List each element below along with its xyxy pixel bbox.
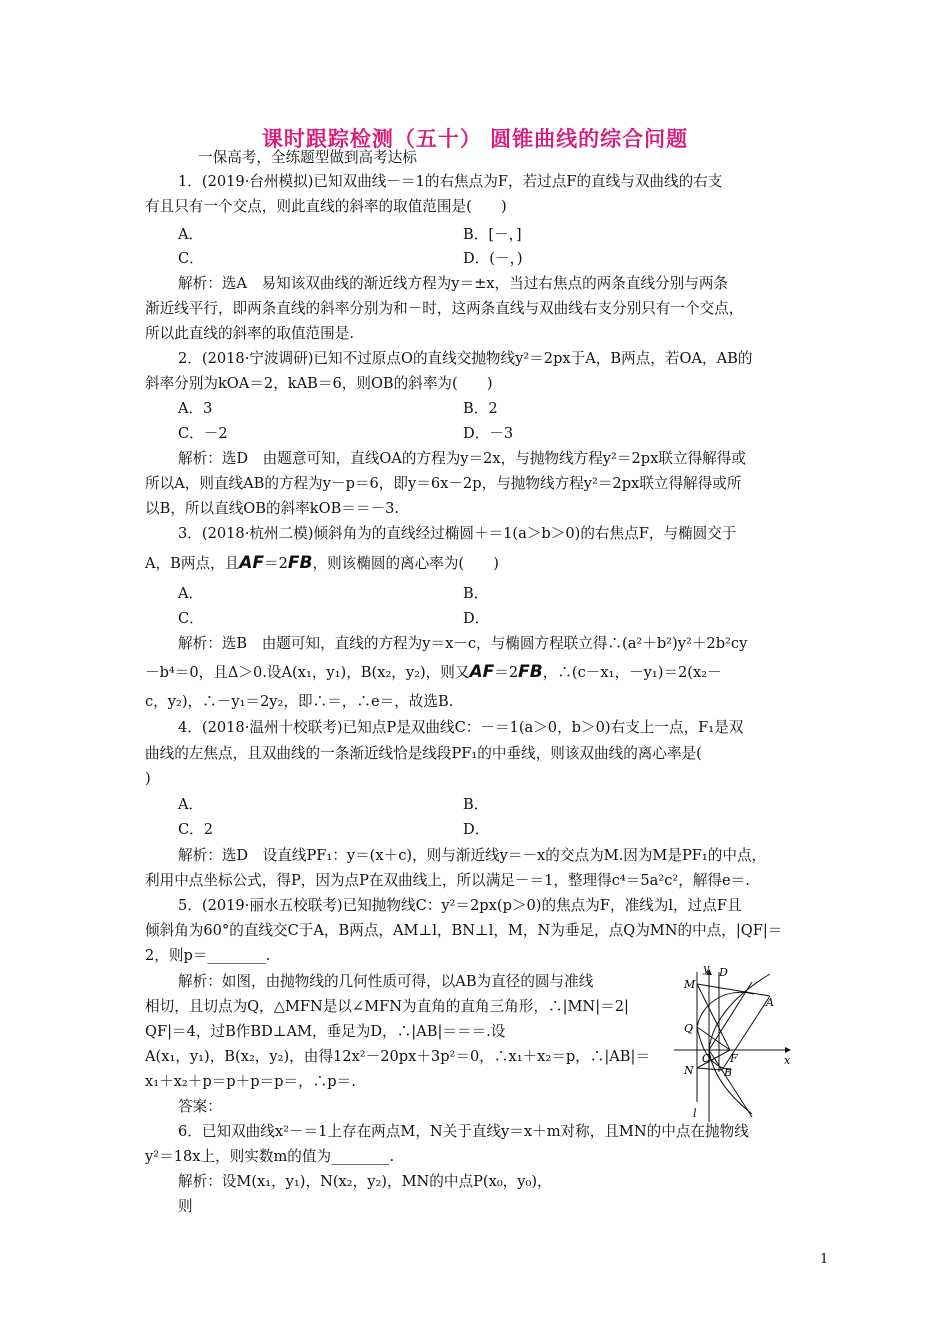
q3-line2-text-mid: ＝2 [264,555,288,572]
q3-option-c: C． [178,610,204,627]
q5-solution-line2: 相切，且切点为Q，△MFN是以∠MFN为直角的直角三角形，∴|MN|＝2| [145,998,629,1015]
q5-solution-line1: 解析：如图，由抛物线的几何性质可得，以AB为直径的圆与准线 [178,973,594,990]
q6-line1: 6．已知双曲线x²－＝1上存在两点M，N关于直线y＝x＋m对称，且MN的中点在抛物线 [178,1123,749,1140]
q3-solution-text-mid: ＝2 [494,664,519,681]
q1-solution-line1: 解析：选A 易知该双曲线的渐近线方程为y＝±x，当过右焦点的两条直线分别与两条 [178,275,729,292]
q4-solution-line2: 利用中点坐标公式，得P，因为点P在双曲线上，所以满足－＝1，整理得c⁴＝5a²c²，解得e＝. [145,872,750,889]
q4-solution-line1: 解析：选D 设直线PF₁：y＝(x＋c)，则与渐近线y＝－x的交点为M.因为M是PF₁的中点， [178,847,767,864]
q5-solution-line3: QF|＝4，过B作BD⊥AM，垂足为D，∴|AB|＝＝＝.设 [145,1023,506,1040]
q3-solution-line2 [145,662,722,683]
q6-solution-line2: 则 [178,1198,193,1215]
vector-af: AF [239,553,265,573]
q2-line1: 2．(2018·宁波调研)已知不过原点O的直线交抛物线y²＝2px于A，B两点，若OA，AB的 [178,350,753,367]
label-o: O [702,1052,712,1065]
q3-line1: 3．(2018·杭州二模)倾斜角为的直线经过椭圆＋＝1(a＞b＞0)的右焦点F，与椭圆交于 [178,525,737,542]
q1-option-d: D．(－，) [463,250,523,267]
q1-option-b: B．[－，] [463,226,522,243]
label-m: M [684,978,696,991]
q4-line1: 4．(2018·温州十校联考)已知点P是双曲线C：－＝1(a＞0，b＞0)右支上一点，F₁是双 [178,719,744,736]
segment-am [697,984,770,996]
q4-line2: 曲线的左焦点，且双曲线的一条渐近线恰是线段PF₁的中垂线，则该双曲线的离心率是( [145,745,702,762]
parabola-figure [672,962,794,1124]
label-a: A [766,996,774,1009]
q3-solution-line1: 解析：选B 由题可知，直线的方程为y＝x－c，与椭圆方程联立得∴(a²＋b²)y²＋2b²cy [178,635,748,652]
q4-option-c: C．2 [178,821,214,838]
q3-option-d: D． [463,610,490,627]
q2-option-b: B．2 [463,400,498,417]
segment-qf [697,1027,730,1050]
q3-line2-text-after: ，则该椭圆的离心率为( ) [312,555,499,572]
q1-option-a: A． [178,226,204,243]
q2-solution-line2: 所以A，则直线AB的方程为y－p＝6，即y＝6x－2p，与抛物线方程y²＝2px联立得解得或所 [145,475,742,492]
q2-option-d: D．－3 [463,425,514,442]
q2-option-a: A．3 [178,400,213,417]
q5-line1: 5．(2019·丽水五校联考)已知抛物线C：y²＝2px(p＞0)的焦点为F，准线为l，过点F且 [178,897,742,914]
parabola-upper [709,974,770,1050]
label-b: B [724,1066,733,1079]
circle-arc [697,992,754,1027]
q3-option-b: B． [463,585,489,602]
page-number: 1 [820,1252,829,1267]
q1-line1: 1．(2019·台州模拟)已知双曲线－＝1的右焦点为F，若过点F的直线与双曲线的右支 [178,173,723,190]
q3-solution-text-after: ，∴(c－x₁，－y₁)＝2(x₂－ [542,664,722,681]
q5-solution-line4: A(x₁，y₁)，B(x₂，y₂)，由得12x²－20px＋3p²＝0，∴x₁＋x₂＝p，∴|AB|＝ [145,1048,651,1065]
q3-line2 [145,553,499,574]
q2-solution-line1: 解析：选D 由题意可知，直线OA的方程为y＝2x，与抛物线方程y²＝2px联立得解得或 [178,450,746,467]
vector-af-2: AF [469,662,495,682]
q3-option-a: A． [178,585,204,602]
q5-answer: 答案： [178,1098,222,1115]
q1-line2: 有且只有一个交点，则此直线的斜率的取值范围是( ) [145,198,507,215]
q6-solution-line1: 解析：设M(x₁，y₁)，N(x₂，y₂)，MN的中点P(x₀，y₀)， [178,1173,552,1190]
q4-option-a: A． [178,796,204,813]
q5-solution-line5: x₁＋x₂＋p＝p＋p＝p＝，∴p＝. [145,1073,356,1090]
q5-line3: 2，则p＝________. [145,947,271,964]
label-d: D [719,966,728,979]
label-l: l [693,1107,697,1120]
q6-line2: y²＝18x上，则实数m的值为________. [145,1148,395,1165]
subtitle: 一保高考，全练题型做到高考达标 [198,149,417,166]
page-title: 课时跟踪检测（五十） 圆锥曲线的综合问题 [261,127,689,151]
q3-line2-text-before: A，B两点，且 [145,555,240,572]
q2-line2: 斜率分别为kOA＝2，kAB＝6，则OB的斜率为( ) [145,375,493,392]
q1-option-c: C． [178,250,204,267]
q4-option-d: D． [463,821,490,838]
q3-solution-line3: c，y₂)，∴－y₁＝2y₂，即∴＝，∴e＝，故选B. [145,693,454,710]
label-y: y [703,962,710,975]
label-n: N [684,1064,694,1077]
q1-solution-line2: 渐近线平行，即两条直线的斜率分别为和－时，这两条直线与双曲线右支分别只有一个交点， [145,300,744,317]
vector-fb-2: FB [518,662,543,682]
label-q: Q [684,1022,694,1035]
vector-fb: FB [287,553,313,573]
q2-solution-line3: 以B，所以直线OB的斜率kOB＝＝－3. [145,500,399,517]
q5-line2: 倾斜角为60°的直线交C于A，B两点，AM⊥l，BN⊥l，M，N为垂足，点Q为MN的中点，|QF|＝ [145,922,783,939]
q4-line3: ) [145,770,151,787]
q1-solution-line3: 所以此直线的斜率的取值范围是. [145,325,354,342]
label-x: x [784,1054,791,1067]
label-f: F [730,1052,738,1065]
segment-mf [697,984,730,1050]
q3-solution-text-before: －b⁴＝0，且Δ＞0.设A(x₁，y₁)，B(x₂，y₂)，则又 [145,664,470,681]
q4-option-b: B． [463,796,489,813]
q2-option-c: C．－2 [178,425,228,442]
